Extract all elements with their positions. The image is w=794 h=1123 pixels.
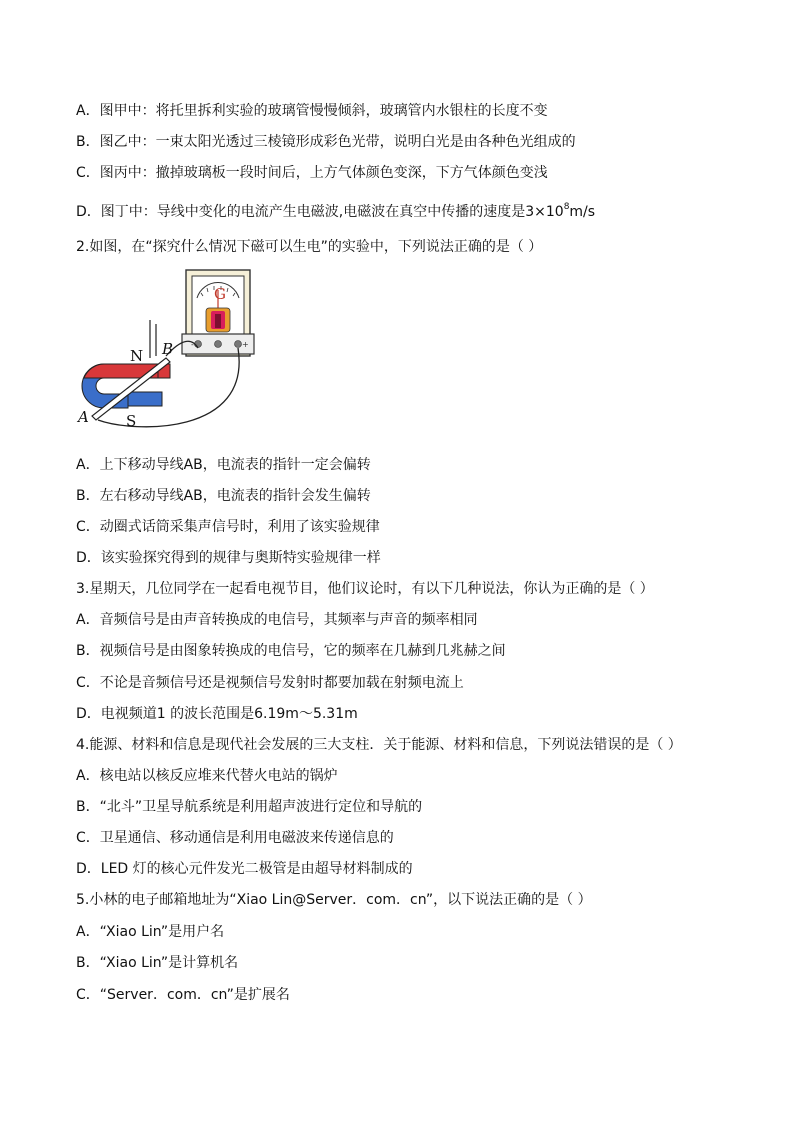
q2-option-b: B．左右移动导线AB，电流表的指针会发生偏转	[76, 488, 371, 504]
q5-option-a: A．“Xiao Lin”是用户名	[76, 924, 225, 940]
q3-stem: 3.星期天，几位同学在一起看电视节目，他们议论时，有以下几种说法，你认为正确的是（ ）	[76, 581, 654, 597]
q1-option-d-exponent: 8	[563, 202, 570, 212]
svg-text:-: -	[191, 340, 194, 349]
q1-option-c-text: 图丙中：撤掉玻璃板一段时间后，上方气体颜色变深，下方气体颜色变浅	[99, 165, 548, 181]
q3-option-c: C．不论是音频信号还是视频信号发射时都要加载在射频电流上	[76, 675, 464, 691]
q2-option-c: C．动圈式话筒采集声信号时，利用了该实验规律	[76, 519, 380, 535]
q5-option-b: B．“Xiao Lin”是计算机名	[76, 955, 239, 971]
q5-stem: 5.小林的电子邮箱地址为“Xiao Lin@Server．com．cn”，以下说法正确的是（ ）	[76, 892, 592, 908]
q1-option-c	[76, 163, 548, 183]
q1-option-d	[76, 202, 595, 222]
point-a-label: A	[78, 408, 89, 426]
electromagnetic-induction-figure	[74, 268, 264, 432]
q1-option-a	[76, 101, 548, 121]
svg-text:+: +	[242, 340, 249, 349]
n-pole-label: N	[130, 347, 144, 365]
point-b-label: B	[162, 340, 174, 358]
q3-option-d: D．电视频道1 的波长范围是6.19m～5.31m	[76, 706, 358, 722]
q1-option-b-letter: B．	[76, 134, 100, 150]
q4-option-b: B．“北斗”卫星导航系统是利用超声波进行定位和导航的	[76, 799, 423, 815]
q1-option-b-text: 图乙中：一束太阳光透过三棱镜形成彩色光带，说明白光是由各种色光组成的	[99, 134, 576, 150]
q3-option-a: A．音频信号是由声音转换成的电信号，其频率与声音的频率相同	[76, 612, 478, 628]
q2-option-a: A．上下移动导线AB，电流表的指针一定会偏转	[76, 457, 371, 473]
q4-option-d: D．LED 灯的核心元件发光二极管是由超导材料制成的	[76, 861, 413, 877]
q2-option-d: D．该实验探究得到的规律与奥斯特实验规律一样	[76, 550, 381, 566]
q1-option-d-unit: m/s	[569, 204, 596, 220]
q4-stem: 4.能源、材料和信息是现代社会发展的三大支柱．关于能源、材料和信息，下列说法错误的是（ ）	[76, 737, 682, 753]
q1-option-b	[76, 132, 576, 152]
q4-option-a: A．核电站以核反应堆来代替火电站的锅炉	[76, 768, 338, 784]
q1-option-d-letter: D．	[76, 204, 101, 220]
q4-option-c: C．卫星通信、移动通信是利用电磁波来传递信息的	[76, 830, 394, 846]
q2-stem: 2.如图，在“探究什么情况下磁可以生电”的实验中，下列说法正确的是（ ）	[76, 239, 543, 255]
s-pole-label: S	[126, 412, 137, 430]
galvanometer-label: G	[214, 285, 226, 303]
q3-option-b: B．视频信号是由图象转换成的电信号，它的频率在几赫到几兆赫之间	[76, 643, 506, 659]
q1-option-c-letter: C．	[76, 165, 100, 181]
q1-option-d-text: 图丁中：导线中变化的电流产生电磁波,电磁波在真空中传播的速度是3×10	[100, 204, 564, 220]
q1-option-a-text: 图甲中：将托里拆利实验的玻璃管慢慢倾斜，玻璃管内水银柱的长度不变	[99, 103, 548, 119]
q5-option-c: C．“Server．com．cn”是扩展名	[76, 987, 290, 1003]
q1-option-a-letter: A．	[76, 103, 100, 119]
